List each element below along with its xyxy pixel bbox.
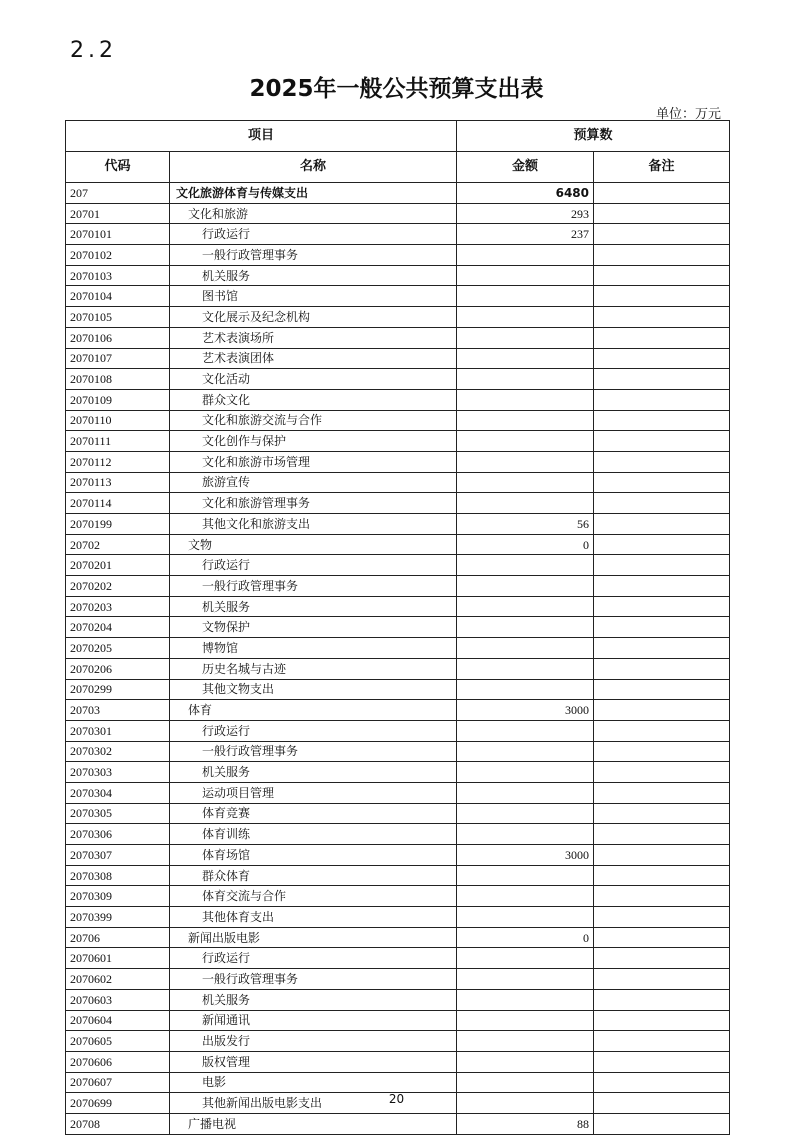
row-code: 207 [66, 183, 170, 204]
row-name: 新闻出版电影 [170, 927, 457, 948]
table-row [66, 534, 730, 555]
table-row [66, 389, 730, 410]
header-code: 代码 [66, 152, 170, 183]
row-code: 2070604 [66, 1010, 170, 1031]
row-remark [594, 576, 730, 597]
row-remark [594, 307, 730, 328]
row-name: 文化活动 [170, 369, 457, 390]
row-code: 2070201 [66, 555, 170, 576]
row-remark [594, 1072, 730, 1093]
row-name: 行政运行 [170, 948, 457, 969]
row-name: 群众文化 [170, 389, 457, 410]
row-name: 旅游宣传 [170, 472, 457, 493]
row-name: 一般行政管理事务 [170, 245, 457, 266]
row-remark [594, 741, 730, 762]
row-code: 2070603 [66, 989, 170, 1010]
row-code: 2070601 [66, 948, 170, 969]
row-amount: 293 [457, 203, 594, 224]
table-row [66, 555, 730, 576]
row-code: 2070106 [66, 327, 170, 348]
row-code: 2070301 [66, 720, 170, 741]
row-amount: 237 [457, 224, 594, 245]
row-remark [594, 514, 730, 535]
row-remark [594, 658, 730, 679]
budget-table [65, 120, 730, 1135]
row-remark [594, 989, 730, 1010]
row-amount [457, 617, 594, 638]
row-code: 2070307 [66, 845, 170, 866]
table-row [66, 203, 730, 224]
row-remark [594, 700, 730, 721]
row-amount [457, 638, 594, 659]
row-remark [594, 969, 730, 990]
row-remark [594, 472, 730, 493]
table-row [66, 1010, 730, 1031]
row-code: 20702 [66, 534, 170, 555]
row-amount [457, 782, 594, 803]
row-remark [594, 369, 730, 390]
row-name: 文化旅游体育与传媒支出 [170, 183, 457, 204]
row-name: 艺术表演场所 [170, 327, 457, 348]
table-row [66, 638, 730, 659]
row-name: 运动项目管理 [170, 782, 457, 803]
row-name: 电影 [170, 1072, 457, 1093]
row-amount [457, 741, 594, 762]
row-name: 一般行政管理事务 [170, 969, 457, 990]
row-remark [594, 1031, 730, 1052]
row-code: 2070111 [66, 431, 170, 452]
row-name: 其他文物支出 [170, 679, 457, 700]
table-row [66, 224, 730, 245]
header-amount: 金额 [457, 152, 594, 183]
row-remark [594, 782, 730, 803]
page-title: 2025年一般公共预算支出表 [249, 76, 544, 102]
row-name: 历史名城与古迹 [170, 658, 457, 679]
row-name: 艺术表演团体 [170, 348, 457, 369]
row-remark [594, 1113, 730, 1134]
row-code: 2070205 [66, 638, 170, 659]
table-row [66, 348, 730, 369]
row-code: 2070102 [66, 245, 170, 266]
table-row [66, 1031, 730, 1052]
header-row-columns [66, 152, 730, 183]
row-name: 图书馆 [170, 286, 457, 307]
row-code: 2070303 [66, 762, 170, 783]
row-code: 2070108 [66, 369, 170, 390]
table-row [66, 762, 730, 783]
header-budget: 预算数 [457, 121, 730, 152]
table-row [66, 679, 730, 700]
row-name: 广播电视 [170, 1113, 457, 1134]
row-remark [594, 617, 730, 638]
row-remark [594, 265, 730, 286]
row-code: 2070202 [66, 576, 170, 597]
row-code: 2070605 [66, 1031, 170, 1052]
row-amount [457, 886, 594, 907]
row-code: 2070699 [66, 1093, 170, 1114]
row-name: 文化和旅游 [170, 203, 457, 224]
row-amount [457, 1031, 594, 1052]
table-row [66, 576, 730, 597]
row-remark [594, 865, 730, 886]
row-name: 体育竞赛 [170, 803, 457, 824]
row-remark [594, 720, 730, 741]
row-amount: 3000 [457, 845, 594, 866]
table-row [66, 886, 730, 907]
row-code: 2070306 [66, 824, 170, 845]
row-code: 2070204 [66, 617, 170, 638]
page-number: 20 [388, 1092, 405, 1106]
table-row [66, 865, 730, 886]
row-amount [457, 286, 594, 307]
row-amount [457, 824, 594, 845]
row-name: 一般行政管理事务 [170, 741, 457, 762]
table-row [66, 327, 730, 348]
row-remark [594, 907, 730, 928]
table-row [66, 741, 730, 762]
row-code: 2070309 [66, 886, 170, 907]
row-code: 2070602 [66, 969, 170, 990]
table-row [66, 451, 730, 472]
row-amount [457, 431, 594, 452]
table-row [66, 927, 730, 948]
row-remark [594, 493, 730, 514]
table-row [66, 410, 730, 431]
row-remark [594, 410, 730, 431]
row-remark [594, 327, 730, 348]
table-row [66, 845, 730, 866]
table-row [66, 183, 730, 204]
row-amount [457, 1010, 594, 1031]
row-remark [594, 555, 730, 576]
row-amount [457, 327, 594, 348]
row-code: 2070107 [66, 348, 170, 369]
table-row [66, 969, 730, 990]
row-name: 一般行政管理事务 [170, 576, 457, 597]
row-name: 其他新闻出版电影支出 [170, 1093, 457, 1114]
table-row [66, 948, 730, 969]
row-amount [457, 948, 594, 969]
row-name: 体育交流与合作 [170, 886, 457, 907]
row-amount [457, 762, 594, 783]
row-amount [457, 969, 594, 990]
row-name: 其他文化和旅游支出 [170, 514, 457, 535]
table-row [66, 1051, 730, 1072]
table-row [66, 514, 730, 535]
table-row [66, 989, 730, 1010]
row-remark [594, 203, 730, 224]
row-amount [457, 907, 594, 928]
table-row [66, 803, 730, 824]
row-amount [457, 1051, 594, 1072]
header-row-group [66, 121, 730, 152]
row-amount [457, 265, 594, 286]
table-row [66, 782, 730, 803]
row-code: 2070304 [66, 782, 170, 803]
row-remark [594, 451, 730, 472]
row-amount [457, 245, 594, 266]
row-code: 2070103 [66, 265, 170, 286]
row-name: 版权管理 [170, 1051, 457, 1072]
row-name: 文化和旅游交流与合作 [170, 410, 457, 431]
row-remark [594, 1051, 730, 1072]
row-name: 文化和旅游市场管理 [170, 451, 457, 472]
row-name: 行政运行 [170, 720, 457, 741]
header-name: 名称 [170, 152, 457, 183]
row-amount [457, 576, 594, 597]
row-code: 2070305 [66, 803, 170, 824]
row-remark [594, 762, 730, 783]
row-amount [457, 803, 594, 824]
row-code: 2070302 [66, 741, 170, 762]
table-row [66, 431, 730, 452]
row-name: 群众体育 [170, 865, 457, 886]
row-code: 2070109 [66, 389, 170, 410]
row-name: 行政运行 [170, 555, 457, 576]
row-remark [594, 803, 730, 824]
table-row [66, 596, 730, 617]
row-name: 机关服务 [170, 596, 457, 617]
row-name: 新闻通讯 [170, 1010, 457, 1031]
row-amount [457, 596, 594, 617]
row-name: 文物 [170, 534, 457, 555]
section-number: 2.2 [70, 38, 117, 63]
row-remark [594, 596, 730, 617]
row-code: 2070607 [66, 1072, 170, 1093]
row-name: 机关服务 [170, 989, 457, 1010]
row-name: 体育场馆 [170, 845, 457, 866]
row-code: 2070299 [66, 679, 170, 700]
row-code: 2070112 [66, 451, 170, 472]
row-amount [457, 658, 594, 679]
header-project: 项目 [66, 121, 457, 152]
unit-label: 单位：万元 [655, 107, 721, 122]
row-code: 2070101 [66, 224, 170, 245]
table-row [66, 265, 730, 286]
table-row [66, 472, 730, 493]
table-row [66, 286, 730, 307]
row-name: 文化创作与保护 [170, 431, 457, 452]
row-amount [457, 389, 594, 410]
row-remark [594, 224, 730, 245]
row-code: 20706 [66, 927, 170, 948]
row-code: 2070110 [66, 410, 170, 431]
table-row [66, 369, 730, 390]
row-code: 20703 [66, 700, 170, 721]
row-amount [457, 679, 594, 700]
row-remark [594, 348, 730, 369]
row-code: 2070606 [66, 1051, 170, 1072]
row-amount [457, 369, 594, 390]
row-remark [594, 431, 730, 452]
row-amount: 3000 [457, 700, 594, 721]
row-amount [457, 451, 594, 472]
row-remark [594, 183, 730, 204]
table-row [66, 720, 730, 741]
table-row [66, 307, 730, 328]
row-amount [457, 555, 594, 576]
row-amount [457, 348, 594, 369]
row-code: 20701 [66, 203, 170, 224]
row-remark [594, 286, 730, 307]
row-amount: 6480 [457, 183, 594, 204]
row-code: 2070399 [66, 907, 170, 928]
table-row [66, 493, 730, 514]
table-row [66, 700, 730, 721]
table-row [66, 1072, 730, 1093]
row-code: 2070114 [66, 493, 170, 514]
row-remark [594, 638, 730, 659]
row-amount [457, 720, 594, 741]
row-code: 2070199 [66, 514, 170, 535]
row-remark [594, 886, 730, 907]
row-name: 行政运行 [170, 224, 457, 245]
row-amount [457, 989, 594, 1010]
row-remark [594, 824, 730, 845]
header-remark: 备注 [594, 152, 730, 183]
row-code: 20708 [66, 1113, 170, 1134]
row-amount [457, 865, 594, 886]
row-name: 体育训练 [170, 824, 457, 845]
row-amount [457, 410, 594, 431]
row-code: 2070105 [66, 307, 170, 328]
row-name: 博物馆 [170, 638, 457, 659]
row-name: 其他体育支出 [170, 907, 457, 928]
row-amount: 0 [457, 534, 594, 555]
row-amount: 0 [457, 927, 594, 948]
table-row [66, 824, 730, 845]
row-remark [594, 679, 730, 700]
row-amount [457, 1072, 594, 1093]
row-amount [457, 307, 594, 328]
row-remark [594, 245, 730, 266]
row-remark [594, 534, 730, 555]
row-code: 2070113 [66, 472, 170, 493]
row-amount [457, 472, 594, 493]
row-amount [457, 493, 594, 514]
row-remark [594, 927, 730, 948]
row-name: 机关服务 [170, 265, 457, 286]
row-amount: 56 [457, 514, 594, 535]
row-name: 文物保护 [170, 617, 457, 638]
row-code: 2070308 [66, 865, 170, 886]
row-code: 2070206 [66, 658, 170, 679]
row-remark [594, 1010, 730, 1031]
table-row [66, 617, 730, 638]
table-row [66, 907, 730, 928]
table-row [66, 245, 730, 266]
row-code: 2070104 [66, 286, 170, 307]
row-amount: 88 [457, 1113, 594, 1134]
row-name: 文化和旅游管理事务 [170, 493, 457, 514]
row-remark [594, 389, 730, 410]
table-body [66, 183, 730, 1135]
row-name: 体育 [170, 700, 457, 721]
row-name: 出版发行 [170, 1031, 457, 1052]
row-remark [594, 845, 730, 866]
table-row [66, 658, 730, 679]
row-remark [594, 948, 730, 969]
row-name: 机关服务 [170, 762, 457, 783]
row-code: 2070203 [66, 596, 170, 617]
table-row [66, 1113, 730, 1134]
row-name: 文化展示及纪念机构 [170, 307, 457, 328]
